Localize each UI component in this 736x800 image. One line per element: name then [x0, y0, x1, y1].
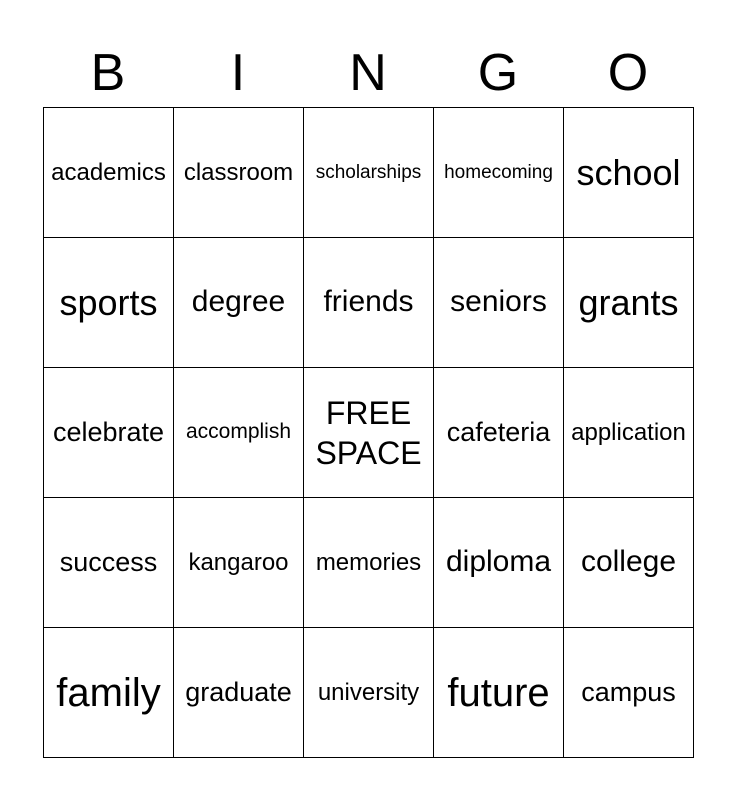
- bingo-cell[interactable]: [174, 368, 304, 498]
- bingo-cell[interactable]: [564, 628, 694, 758]
- cell-word: cafeteria: [446, 416, 551, 447]
- bingo-cell[interactable]: [564, 498, 694, 628]
- bingo-cell[interactable]: [564, 108, 694, 238]
- cell-word: seniors: [450, 285, 547, 319]
- bingo-cell[interactable]: [44, 628, 174, 758]
- cell-word: grants: [578, 281, 679, 323]
- bingo-cell[interactable]: [174, 108, 304, 238]
- header-letter-i: I: [230, 44, 246, 102]
- cell-word: school: [576, 151, 681, 193]
- cell-word: friends: [323, 285, 414, 319]
- bingo-cell[interactable]: [174, 238, 304, 368]
- cell-word: family: [56, 670, 161, 715]
- bingo-cell[interactable]: [304, 108, 434, 238]
- cell-word: celebrate: [52, 416, 165, 447]
- cell-word: accomplish: [185, 420, 292, 444]
- bingo-cell[interactable]: [434, 238, 564, 368]
- cell-word: diploma: [445, 545, 552, 579]
- cell-word: sports: [59, 281, 158, 323]
- cell-word: academics: [51, 158, 166, 186]
- bingo-header: [43, 40, 694, 107]
- cell-word: scholarships: [315, 161, 422, 183]
- cell-word: degree: [191, 285, 286, 319]
- cell-word: application: [571, 418, 686, 446]
- cell-word: college: [580, 545, 677, 579]
- bingo-cell[interactable]: [174, 628, 304, 758]
- bingo-cell[interactable]: [304, 628, 434, 758]
- cell-word: success: [59, 546, 158, 577]
- bingo-cell[interactable]: [434, 108, 564, 238]
- bingo-cell[interactable]: [44, 368, 174, 498]
- header-letter-o: O: [607, 44, 649, 102]
- bingo-cell[interactable]: [564, 368, 694, 498]
- bingo-cell[interactable]: [304, 238, 434, 368]
- cell-word: university: [317, 678, 420, 706]
- bingo-card: [43, 40, 694, 758]
- cell-word: homecoming: [444, 161, 553, 183]
- header-letter-b: B: [90, 44, 126, 102]
- bingo-cell[interactable]: [174, 498, 304, 628]
- cell-word: kangaroo: [188, 548, 289, 576]
- free-space-cell[interactable]: [304, 368, 434, 498]
- cell-word: future: [447, 670, 550, 715]
- free-space-label: FREE SPACE: [315, 394, 422, 471]
- cell-word: graduate: [185, 676, 292, 707]
- bingo-grid: [43, 107, 694, 758]
- bingo-cell[interactable]: [44, 238, 174, 368]
- header-letter-n: N: [349, 44, 387, 102]
- bingo-cell[interactable]: [44, 108, 174, 238]
- bingo-cell[interactable]: [434, 368, 564, 498]
- bingo-cell[interactable]: [434, 628, 564, 758]
- header-letter-g: G: [477, 44, 519, 102]
- bingo-cell[interactable]: [434, 498, 564, 628]
- cell-word: campus: [581, 676, 676, 707]
- bingo-cell[interactable]: [564, 238, 694, 368]
- cell-word: classroom: [183, 158, 294, 186]
- bingo-cell[interactable]: [44, 498, 174, 628]
- cell-word: memories: [315, 548, 422, 576]
- bingo-cell[interactable]: [304, 498, 434, 628]
